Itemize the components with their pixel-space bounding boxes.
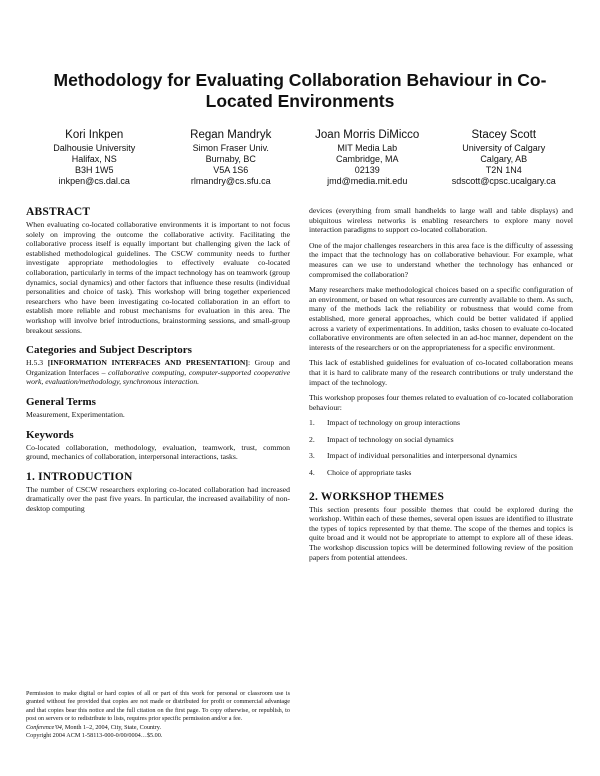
author-affiliation: Simon Fraser Univ. xyxy=(192,143,269,153)
category-italic: collaborative computing, computer-supported cooperative work, evaluation/methodology, synchronous interaction. xyxy=(26,367,291,387)
list-item-text: Choice of appropriate tasks xyxy=(327,468,412,478)
list-item xyxy=(309,435,573,445)
author-postal-code: T2N 1N4 xyxy=(485,165,522,175)
copyright-line: Copyright 2004 ACM 1-58113-000-0/00/0004…$5.00. xyxy=(26,732,163,740)
permission-text: Permission to make digital or hard copies of all or part of this work for personal or classroom use is granted without fee provided that copies are not made or distributed for profit or commercial advantage and that copies bear this notice and the full citation on the first page. To copy otherwise, or republish, to post on servers or to redistribute to lists, requires prior specific permission and/or a fee. xyxy=(26,690,290,723)
general-terms-text: Measurement, Experimentation. xyxy=(26,409,125,419)
abstract-heading: ABSTRACT xyxy=(26,206,91,218)
author-name: Joan Morris DiMicco xyxy=(315,129,420,141)
list-item-number: 3. xyxy=(309,451,315,461)
author-2 xyxy=(163,128,300,187)
categories-heading: Categories and Subject Descriptors xyxy=(26,344,192,357)
list-item xyxy=(309,418,573,428)
keywords-text: Co-located collaboration, methodology, evaluation, teamwork, trust, common ground, mechanics of collaboration, interpersonal interactions, tasks. xyxy=(26,442,290,462)
categories-text xyxy=(26,358,290,387)
list-item-number: 2. xyxy=(309,434,315,444)
category-code: H.5.3 xyxy=(26,358,44,368)
permission-block xyxy=(26,690,290,740)
right-column xyxy=(309,206,573,562)
general-terms-heading: General Terms xyxy=(26,395,96,408)
category-bold: [INFORMATION INTERFACES AND PRESENTATION] xyxy=(47,358,248,368)
introduction-heading: 1. INTRODUCTION xyxy=(26,470,133,483)
introduction-paragraph-4: This lack of established guidelines for evaluation of co-located collaboration means that it is hard to calibrate many of the research contributions or truly understand the impact of the technology. xyxy=(309,358,573,387)
list-item-number: 1. xyxy=(309,418,315,428)
author-block xyxy=(26,128,572,187)
abstract-text: When evaluating co-located collaborative environments it is important to not focus solely on improving the outcome the collaborative activity. Facilitating the collaborative process itself is equally important but challenging given the lack of established methodological guidelines. The CSCW community needs to further investigate appropriate methodologies to effectively evaluate co-located collaboration, particularly in terms of the impact technology has on teamwork (group dynamics, social dynamics) and other factors that influence these results (individual personalities and choice of task). This workshop will bring together experienced researchers who have been investigating co-located collaboration in an effort to establish more reliable and robust mechanisms for evaluation in this area. The workshop will involve brief introductions, brainstorming sessions, and small-group breakout sessions. xyxy=(26,220,290,335)
author-city: Cambridge, MA xyxy=(335,154,399,164)
workshop-themes-text: This section presents four possible themes that could be explored during the workshop. Within each of these themes, several open issues are identified to illustrate the types of topics represented by that theme. The scope of the themes and topics is quite broad and it would not be appropriate to attempt to explore all of these ideas. The workshop discussion topics will be determined following review of the position papers from potential attendees. xyxy=(309,504,573,562)
author-city: Halifax, NS xyxy=(71,154,117,164)
workshop-themes-heading: 2. WORKSHOP THEMES xyxy=(309,490,445,503)
author-email: rlmandry@cs.sfu.ca xyxy=(190,176,271,186)
introduction-paragraph-1-continued: devices (everything from small handhelds to large wall and table displays) and ubiquitous wireless networks is enabling researchers to explore many novel interaction paradigms to support co-located collaboration. xyxy=(309,206,573,235)
left-column xyxy=(26,206,290,513)
list-item-text: Impact of technology on group interactions xyxy=(327,418,460,428)
conference-name: Conference'04 xyxy=(26,723,62,731)
author-name: Kori Inkpen xyxy=(65,129,124,141)
author-city: Calgary, AB xyxy=(480,154,528,164)
keywords-heading: Keywords xyxy=(26,428,74,441)
introduction-paragraph-5: This workshop proposes four themes related to evaluation of co-located collaboration behaviour: xyxy=(309,393,573,412)
author-email: inkpen@cs.dal.ca xyxy=(58,176,130,186)
themes-list xyxy=(309,418,573,477)
list-item-number: 4. xyxy=(309,468,315,478)
author-email: jmd@media.mit.edu xyxy=(327,176,408,186)
introduction-paragraph-2: One of the major challenges researchers in this area face is the difficulty of assessing the impact that the technology has on collaborative behaviour. For example, what measures can we use to understand whether the technology has enhanced or compromised the collaboration? xyxy=(309,240,573,279)
author-postal-code: V5A 1S6 xyxy=(213,165,249,175)
introduction-paragraph-3: Many researchers make methodological choices based on a specific configuration of an environment, or based on what resources are currently available to them. As such, many of the methods lack the reliability or robustness that would come from established, more general approaches, which could be better validated if applied across a variety of experimentations. In addition, tasks chosen to evaluate co-located collaborative environments are often selected in an ad-hoc manner, dependent on the interests of the researchers or on the appropriateness for a specific environment. xyxy=(309,285,573,352)
introduction-paragraph-1: The number of CSCW researchers exploring co-located collaboration had increased dramatically over the past five years. In particular, the increased availability of non-desktop computing xyxy=(26,484,290,513)
list-item xyxy=(309,451,573,461)
author-affiliation: Dalhousie University xyxy=(53,143,136,153)
category-description: : Group and Organization Interfaces – xyxy=(26,358,290,377)
author-4 xyxy=(436,128,573,187)
author-3 xyxy=(299,128,436,187)
author-affiliation: MIT Media Lab xyxy=(337,143,398,153)
list-item xyxy=(309,468,573,478)
list-item-text: Impact of individual personalities and interpersonal dynamics xyxy=(327,451,517,461)
conference-details: , Month 1–2, 2004, City, State, Country. xyxy=(61,723,162,731)
author-1 xyxy=(26,128,163,187)
author-city: Burnaby, BC xyxy=(205,154,256,164)
author-name: Regan Mandryk xyxy=(190,129,272,141)
list-item-text: Impact of technology on social dynamics xyxy=(327,434,454,444)
author-email: sdscott@cpsc.ucalgary.ca xyxy=(451,176,556,186)
paper-title: Methodology for Evaluating Collaboration Behaviour in Co-Located Environments xyxy=(53,70,547,111)
author-affiliation: University of Calgary xyxy=(462,143,546,153)
conference-line xyxy=(26,724,290,732)
author-postal-code: 02139 xyxy=(354,165,380,175)
author-postal-code: B3H 1W5 xyxy=(74,165,114,175)
author-name: Stacey Scott xyxy=(471,129,537,141)
